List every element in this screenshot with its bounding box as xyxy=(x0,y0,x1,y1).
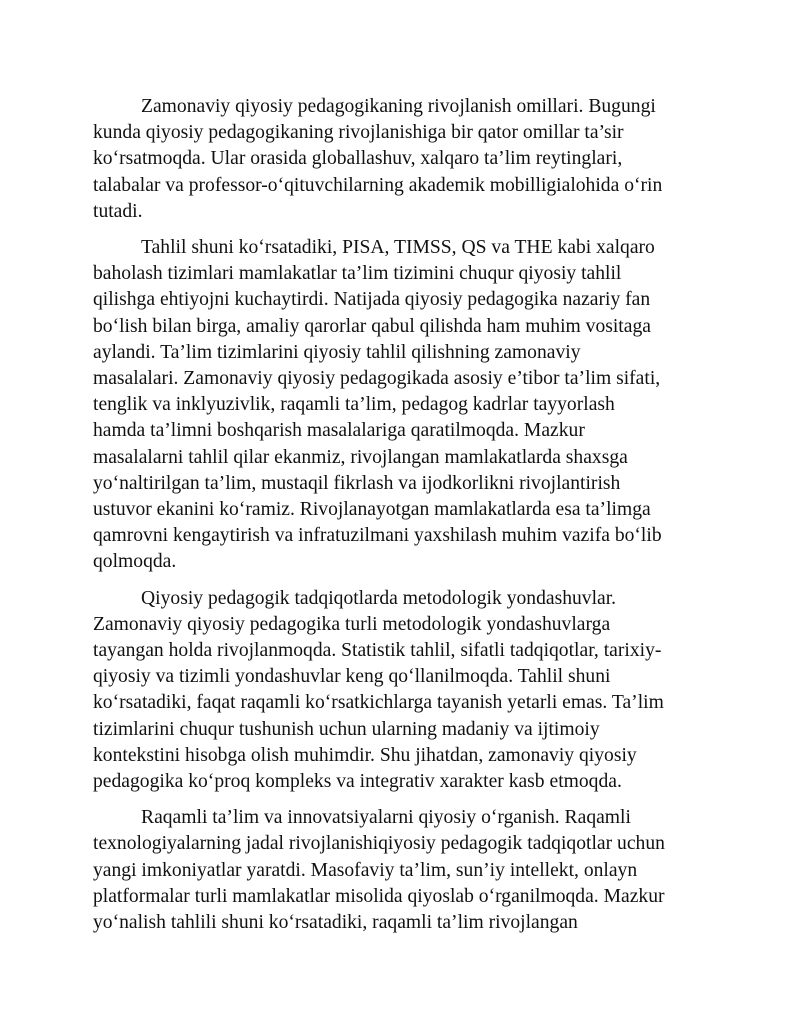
text-line: tutadi. xyxy=(93,200,143,222)
text-line: ko‘rsatadiki, faqat raqamli ko‘rsatkichlarga tayanish yetarli emas. Ta’lim xyxy=(93,692,664,714)
text-line: qolmoqda. xyxy=(93,551,177,573)
text-line: Qiyosiy pedagogik tadqiqotlarda metodologik yondashuvlar. xyxy=(141,587,617,609)
text-line: tayangan holda rivojlanmoqda. Statistik tahlil, sifatli tadqiqotlar, tarixiy- xyxy=(93,640,662,662)
text-line: bo‘lish bilan birga, amaliy qarorlar qabul qilishda ham muhim vositaga xyxy=(93,315,651,337)
text-line: qamrovni kengaytirish va infratuzilmani yaxshilash muhim vazifa bo‘lib xyxy=(93,525,662,547)
text-line: Zamonaviy qiyosiy pedagogikaning rivojlanish omillari. Bugungi xyxy=(141,96,656,117)
text-line: baholash tizimlari mamlakatlar ta’lim tizimini chuqur qiyosiy tahlil xyxy=(93,263,622,285)
paragraph-4 xyxy=(93,805,715,936)
text-line: texnologiyalarning jadal rivojlanishiqiyosiy pedagogik tadqiqotlar uchun xyxy=(93,833,665,855)
text-line: Raqamli ta’lim va innovatsiyalarni qiyosiy o‘rganish. Raqamli xyxy=(141,807,631,829)
document-page xyxy=(93,94,715,946)
text-line: tizimlarini chuqur tushunish uchun ularning madaniy va ijtimoiy xyxy=(93,718,600,740)
paragraph-1 xyxy=(93,94,715,225)
paragraph-3 xyxy=(93,586,715,796)
text-line: masalalari. Zamonaviy qiyosiy pedagogikada asosiy e’tibor ta’lim sifati, xyxy=(93,368,661,390)
text-line: hamda ta’limni boshqarish masalalariga qaratilmoqda. Mazkur xyxy=(93,420,585,442)
text-line: aylandi. Ta’lim tizimlarini qiyosiy tahlil qilishning zamonaviy xyxy=(93,341,581,363)
text-line: tenglik va inklyuzivlik, raqamli ta’lim, pedagog kadrlar tayyorlash xyxy=(93,394,615,416)
text-line: pedagogika ko‘proq kompleks va integrativ xarakter kasb etmoqda. xyxy=(93,771,622,793)
text-line: yo‘naltirilgan ta’lim, mustaqil fikrlash va ijodkorlikni rivojlantirish xyxy=(93,472,621,494)
text-line: qilishga ehtiyojni kuchaytirdi. Natijada qiyosiy pedagogika nazariy fan xyxy=(93,289,651,311)
text-line: yo‘nalish tahlili shuni ko‘rsatadiki, raqamli ta’lim rivojlangan xyxy=(93,912,578,934)
paragraph-2 xyxy=(93,235,715,576)
text-line: Tahlil shuni ko‘rsatadiki, PISA, TIMSS, QS va THE kabi xalqaro xyxy=(141,237,655,259)
text-line: ustuvor ekanini ko‘ramiz. Rivojlanayotgan mamlakatlarda esa ta’limga xyxy=(93,499,651,521)
text-line: kontekstini hisobga olish muhimdir. Shu jihatdan, zamonaviy qiyosiy xyxy=(93,744,637,766)
text-line: kunda qiyosiy pedagogikaning rivojlanishiga bir qator omillar ta’sir xyxy=(93,122,624,144)
text-line: platformalar turli mamlakatlar misolida qiyoslab o‘rganilmoqda. Mazkur xyxy=(93,885,665,907)
text-line: qiyosiy va tizimli yondashuvlar keng qo‘llanilmoqda. Tahlil shuni xyxy=(93,666,611,688)
text-line: masalalarni tahlil qilar ekanmiz, rivojlangan mamlakatlarda shaxsga xyxy=(93,446,628,468)
text-line: yangi imkoniyatlar yaratdi. Masofaviy ta’lim, sun’iy intellekt, onlayn xyxy=(93,859,638,881)
text-line: talabalar va professor-o‘qituvchilarning akademik mobilligialohida o‘rin xyxy=(93,174,663,196)
text-line: ko‘rsatmoqda. Ular orasida globallashuv, xalqaro ta’lim reytinglari, xyxy=(93,148,623,170)
text-line: Zamonaviy qiyosiy pedagogika turli metodologik yondashuvlarga xyxy=(93,613,611,635)
